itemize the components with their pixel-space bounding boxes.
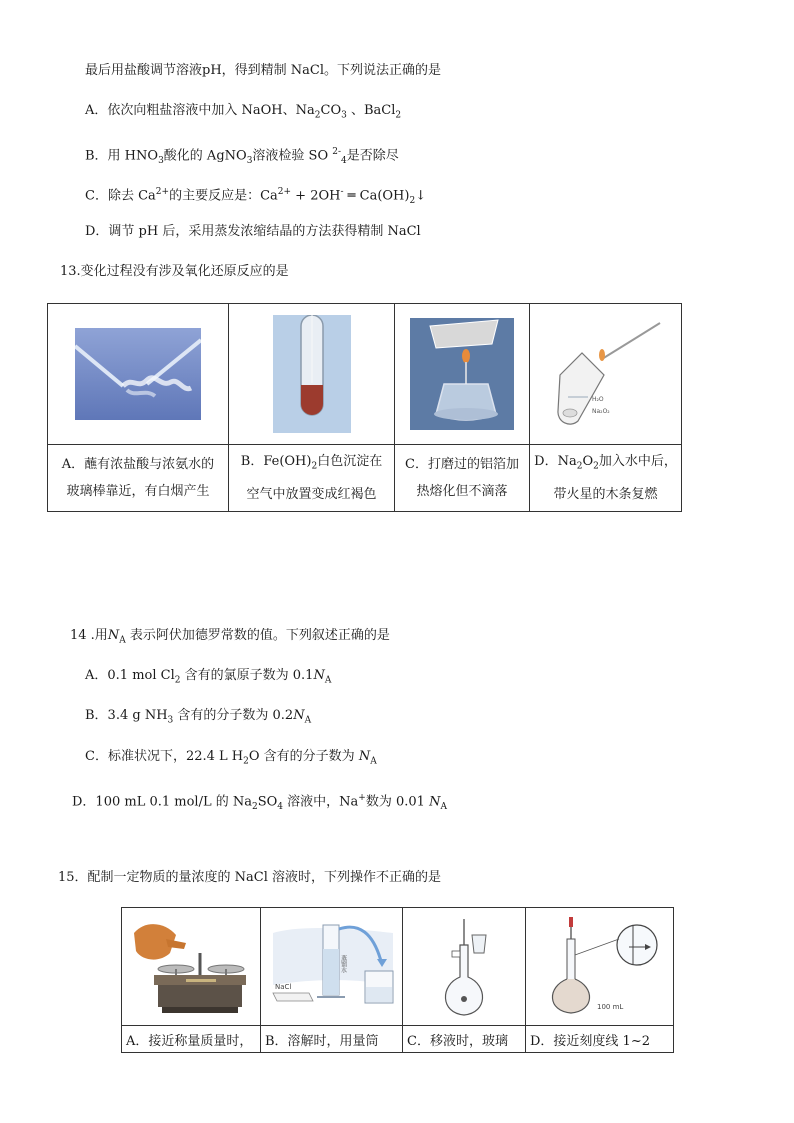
q12-intro: 最后用盐酸调节溶液pH，得到精制 NaCl。下列说法正确的是: [85, 63, 442, 78]
volumetric-flask-transfer-icon: [426, 915, 502, 1019]
tube-label-na2o2: Na₂O₂: [591, 408, 610, 415]
q14-option-a: A．0.1 mol $Cl_2$ 含有的氯原子数为 $0.1N_A$: [85, 668, 332, 686]
q15-image-a: [122, 908, 261, 1026]
glass-rods-white-smoke-icon: [75, 328, 201, 420]
q15-image-d: [526, 908, 674, 1026]
q13-stem: 13.变化过程没有涉及氧化还原反应的是: [60, 264, 289, 279]
q15-caption-a: A．接近称量质量时，: [122, 1026, 261, 1053]
water-label: 蒸馏水: [339, 954, 346, 973]
volume-label: 100 mL: [596, 1002, 623, 1011]
test-tube-with-glowing-splint-icon: [548, 315, 664, 433]
test-tube-red-brown-precipitate-icon: [273, 315, 351, 433]
q13-image-c: [395, 304, 530, 445]
q13-table: [47, 303, 682, 512]
q15-table: [121, 907, 674, 1053]
q15-image-b: [261, 908, 403, 1026]
q13-image-a: [48, 304, 229, 445]
q15-caption-d: D．接近刻度线 1~2: [526, 1026, 674, 1053]
q15-caption-b: B．溶解时，用量筒: [261, 1026, 403, 1053]
q13-caption-a: A．蘸有浓盐酸与浓氨水的 玻璃棒靠近，有白烟产生: [48, 445, 229, 512]
q13-caption-d: D．$Na_2O_2$加入水中后， 带火星的木条复燃: [530, 445, 682, 512]
flask-dropper-meniscus-icon: [533, 915, 667, 1019]
q13-image-b: [229, 304, 395, 445]
q12-option-b: B．用 $HNO_3$酸化的 AgNO$_3$溶液检验 SO $^{2-}_4$是否除尽: [85, 147, 399, 166]
q12-option-a: A．依次向粗盐溶液中加入 NaOH、$Na_2CO_3$ 、BaCl$_2$: [85, 103, 402, 121]
q12-option-c: C．除去 $Ca^{2+}$的主要反应是：$Ca^{2+} + 2OH^-$ ═ $Ca(OH)_2↓$: [85, 187, 427, 206]
q14-stem: 14 .用$N_A$ 表示阿伏加德罗常数的值。下列叙述正确的是: [70, 628, 390, 646]
q13-image-d: [530, 304, 682, 445]
balance-scale-weighing-icon: [126, 913, 256, 1021]
graduated-cylinder-dissolving-icon: [265, 915, 399, 1019]
q12-option-d: D．调节 pH 后，采用蒸发浓缩结晶的方法获得精制 NaCl: [85, 224, 421, 239]
nacl-label: NaCl: [274, 982, 291, 991]
q14-option-d: D．100 mL 0.1 mol/L 的 $Na_2SO_4$ 溶液中，Na+数为 0.01 $N_A$: [72, 793, 447, 812]
q15-image-c: [403, 908, 526, 1026]
q14-option-b: B．3.4 g $NH_3$ 含有的分子数为 $0.2N_A$: [85, 708, 312, 726]
tube-label-water: H₂O: [591, 396, 604, 403]
aluminum-foil-over-alcohol-lamp-icon: [410, 318, 514, 430]
q14-option-c: C．标准状况下，22.4 L $H_2O$ 含有的分子数为 $N_A$: [85, 749, 377, 767]
q15-caption-c: C．移液时，玻璃: [403, 1026, 526, 1053]
q15-stem: 15．配制一定物质的量浓度的 NaCl 溶液时，下列操作不正确的是: [58, 870, 442, 885]
q13-caption-b: B．$Fe(OH)_2$白色沉淀在 空气中放置变成红褐色: [229, 445, 395, 512]
q13-caption-c: C．打磨过的铝箔加 热熔化但不滴落: [395, 445, 530, 512]
